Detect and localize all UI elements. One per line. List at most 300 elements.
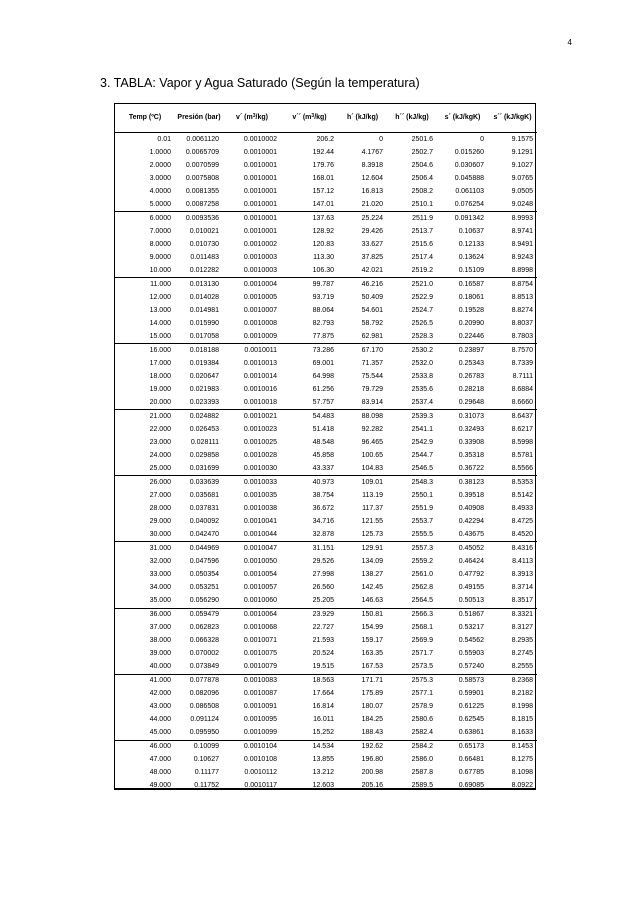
table-cell: 2555.5 xyxy=(387,528,437,542)
table-cell: 0.35318 xyxy=(458,451,484,459)
table-cell: 8.8274 xyxy=(511,306,533,314)
table-cell: 8.7339 xyxy=(511,359,533,367)
table-cell: 0.047596 xyxy=(189,558,219,565)
table-cell: 0.0010025 xyxy=(243,438,277,446)
table-row xyxy=(115,688,537,701)
table-cell: 8.9993 xyxy=(511,214,533,222)
table-cell: 8.8998 xyxy=(488,264,537,278)
table-row xyxy=(115,515,537,528)
table-cell: 2517.4 xyxy=(411,253,433,261)
table-cell: 16.814 xyxy=(312,703,334,711)
table-cell: 0.45052 xyxy=(458,544,484,552)
table-cell: 8.7570 xyxy=(511,346,533,354)
table-cell: 2522.9 xyxy=(411,293,433,301)
table-cell: 2541.1 xyxy=(411,425,433,433)
table-cell: 0.0010060 xyxy=(223,595,281,609)
table-cell: 0.037831 xyxy=(189,504,219,512)
table-cell: 2515.6 xyxy=(411,240,433,248)
column-header: Temp (ºC) xyxy=(115,104,175,133)
table-cell: 11.000 xyxy=(150,280,171,288)
table-cell: 34.716 xyxy=(312,517,334,525)
table-cell: 0.018188 xyxy=(189,346,219,354)
table-cell: 192.62 xyxy=(361,743,383,751)
table-cell: 0.0010068 xyxy=(243,624,277,632)
table-cell: 0.0010007 xyxy=(243,306,277,314)
table-cell: 154.99 xyxy=(361,624,383,632)
table-cell: 0.11752 xyxy=(194,782,219,790)
table-cell: 109.01 xyxy=(361,478,383,486)
table-cell: 9.1575 xyxy=(511,135,533,143)
table-cell: 0.044969 xyxy=(189,544,219,552)
table-cell: 28.000 xyxy=(149,504,171,512)
table-cell: 0.43675 xyxy=(437,528,488,542)
table-cell: 12.000 xyxy=(149,293,171,301)
table-row xyxy=(115,476,537,490)
table-cell: 0.0010001 xyxy=(243,214,277,222)
table-cell: 2557.3 xyxy=(411,544,433,552)
table-cell: 8.6660 xyxy=(488,396,537,410)
table-cell: 0.0081355 xyxy=(185,187,219,195)
table-cell: 192.44 xyxy=(312,148,334,156)
table-cell: 37.825 xyxy=(361,253,383,261)
table-cell: 27.998 xyxy=(312,571,334,579)
table-cell: 0.33908 xyxy=(458,438,484,446)
table-cell: 39.000 xyxy=(149,650,171,658)
table-cell: 8.3127 xyxy=(511,624,533,632)
table-cell: 77.875 xyxy=(281,330,338,344)
table-row xyxy=(115,648,537,661)
table-cell: 0.066328 xyxy=(189,637,219,645)
table-cell: 134.09 xyxy=(361,558,383,565)
table-cell: 21.593 xyxy=(312,637,334,645)
table-cell: 88.064 xyxy=(312,306,334,314)
table-cell: 19.515 xyxy=(281,661,338,675)
table-cell: 150.81 xyxy=(361,611,383,619)
table-cell: 9.1291 xyxy=(511,148,533,156)
table-cell: 6.0000 xyxy=(149,214,171,222)
table-cell: 0.010021 xyxy=(189,227,219,235)
table-cell: 0.014981 xyxy=(189,306,219,314)
table-cell: 0.014028 xyxy=(189,293,219,301)
table-cell: 0.0010003 xyxy=(223,264,281,278)
table-cell: 0.0010083 xyxy=(243,677,277,685)
table-cell: 16.011 xyxy=(313,716,334,724)
table-cell: 69.001 xyxy=(312,359,334,367)
table-cell: 71.357 xyxy=(361,359,383,367)
table-cell: 0.10637 xyxy=(458,227,484,235)
table-cell: 2569.9 xyxy=(411,637,433,645)
header-row xyxy=(115,104,537,133)
table-cell: 0.024882 xyxy=(189,412,219,420)
table-cell: 2568.1 xyxy=(411,624,433,632)
table-cell: 0.0010028 xyxy=(243,451,277,459)
table-cell: 0.11177 xyxy=(194,769,219,777)
table-cell: 0.0010079 xyxy=(223,661,281,675)
table-cell: 180.07 xyxy=(361,703,383,711)
table-cell: 168.01 xyxy=(312,174,334,182)
table-row xyxy=(115,674,537,688)
table-row xyxy=(115,225,537,238)
table-cell: 8.0922 xyxy=(511,782,533,790)
table-cell: 2508.2 xyxy=(411,187,433,195)
table-row xyxy=(115,727,537,741)
table-cell: 2582.4 xyxy=(387,727,437,741)
table-cell: 0.69085 xyxy=(458,782,484,790)
table-cell: 2504.6 xyxy=(411,161,433,169)
table-cell: 40.973 xyxy=(312,478,334,486)
table-cell: 8.4725 xyxy=(511,517,533,525)
table-cell: 0.0010016 xyxy=(243,385,277,393)
table-cell: 2564.5 xyxy=(387,595,437,609)
table-cell: 23.929 xyxy=(312,611,334,619)
table-cell: 2502.7 xyxy=(411,148,433,156)
table-cell: 0.0010021 xyxy=(243,412,277,420)
table-cell: 2542.9 xyxy=(411,438,433,446)
table-cell: 8.1998 xyxy=(511,703,533,711)
table-cell: 8.8513 xyxy=(511,293,533,301)
table-cell: 0.12133 xyxy=(458,240,484,248)
table-cell: 0.0010091 xyxy=(243,703,277,711)
table-cell: 45.858 xyxy=(312,451,334,459)
table-cell: 10.000 xyxy=(115,264,175,278)
table-cell: 0.091342 xyxy=(454,214,484,222)
table-cell: 12.604 xyxy=(361,174,383,182)
table-row xyxy=(115,330,537,344)
column-header: v´ $(m^3/kg)$ xyxy=(223,104,281,133)
table-cell: 41.000 xyxy=(149,677,171,685)
table-cell: 26.560 xyxy=(312,584,334,592)
table-cell: 8.1453 xyxy=(511,743,533,751)
table-cell: 2539.3 xyxy=(411,412,433,420)
table-cell: 0.28218 xyxy=(458,385,484,393)
table-cell: 0.045888 xyxy=(454,174,484,182)
table-cell: 0.42294 xyxy=(458,517,484,525)
table-cell: 37.000 xyxy=(149,624,171,632)
table-cell: 0.25343 xyxy=(458,359,484,367)
table-cell: 2501.6 xyxy=(411,135,433,143)
table-cell: 8.7111 xyxy=(512,372,533,380)
table-cell: 100.65 xyxy=(361,451,383,459)
table-cell: 2532.0 xyxy=(411,359,433,367)
table-cell: 36.000 xyxy=(149,611,171,619)
table-cell: 2.0000 xyxy=(149,161,171,169)
table-cell: 0.0010050 xyxy=(243,558,277,565)
table-row xyxy=(115,635,537,648)
table-cell: 0.23897 xyxy=(458,346,484,354)
table-cell: 2578.9 xyxy=(411,703,433,711)
table-cell: 167.53 xyxy=(338,661,387,675)
table-row xyxy=(115,133,537,147)
table-cell: 32.000 xyxy=(149,558,171,565)
table-cell: 0.66481 xyxy=(458,756,484,764)
table-row xyxy=(115,767,537,780)
table-cell: 8.0000 xyxy=(149,240,171,248)
table-cell: 8.8754 xyxy=(511,280,533,288)
table-cell: 0.50513 xyxy=(437,595,488,609)
table-cell: 0.0010002 xyxy=(243,240,277,248)
table-row xyxy=(115,238,537,251)
table-cell: 8.5142 xyxy=(511,491,533,499)
table-cell: 0.61225 xyxy=(458,703,484,711)
table-cell: 99.787 xyxy=(312,280,334,288)
table-cell: 7.0000 xyxy=(149,227,171,235)
table-cell: 0.012282 xyxy=(175,264,223,278)
table-cell: 20.000 xyxy=(115,396,175,410)
table-row xyxy=(115,542,537,556)
table-cell: 2575.3 xyxy=(411,677,433,685)
table-cell: 4.0000 xyxy=(149,187,171,195)
table-cell: 171.71 xyxy=(361,677,383,685)
table-cell: 188.43 xyxy=(338,727,387,741)
table-cell: 113.30 xyxy=(313,253,334,261)
table-cell: 2513.7 xyxy=(411,227,433,235)
table-row xyxy=(115,317,537,330)
table-cell: 9.0765 xyxy=(511,174,533,182)
table-row xyxy=(115,569,537,582)
table-cell: 18.563 xyxy=(312,677,334,685)
table-cell: 0.15109 xyxy=(437,264,488,278)
table-cell: 0.062823 xyxy=(189,624,219,632)
table-cell: 8.2368 xyxy=(511,677,533,685)
table-cell: 8.4933 xyxy=(511,504,533,512)
table-cell: 128.92 xyxy=(312,227,334,235)
column-header: s´ (kJ/kgK) xyxy=(437,104,488,133)
table-cell: 0.32493 xyxy=(458,425,484,433)
table-cell: 9.0248 xyxy=(488,198,537,212)
table-cell: 88.098 xyxy=(361,412,383,420)
table-cell: 2510.1 xyxy=(387,198,437,212)
table-cell: 15.000 xyxy=(115,330,175,344)
table-row xyxy=(115,582,537,595)
table-row xyxy=(115,264,537,278)
table-row xyxy=(115,528,537,542)
page-number: 4 xyxy=(567,38,572,47)
table-cell: 48.000 xyxy=(149,769,171,777)
table-cell: 0.050354 xyxy=(189,571,219,579)
table-cell: 0.20990 xyxy=(458,319,484,327)
table-cell: 0.056290 xyxy=(175,595,223,609)
table-cell: 25.205 xyxy=(281,595,338,609)
table-cell: 113.19 xyxy=(362,491,383,499)
table-cell: 0.077878 xyxy=(189,677,219,685)
table-cell: 147.01 xyxy=(281,198,338,212)
table-cell: 0.22446 xyxy=(437,330,488,344)
table-cell: 25.000 xyxy=(115,462,175,476)
table-cell: 8.6437 xyxy=(511,412,533,420)
table-cell: 2566.3 xyxy=(411,611,433,619)
table-cell: 51.418 xyxy=(312,425,334,433)
table-cell: 21.020 xyxy=(338,198,387,212)
table-cell: 0.091124 xyxy=(190,716,219,724)
table-cell: 73.286 xyxy=(312,346,334,354)
table-cell: 0.0010001 xyxy=(243,174,277,182)
table-row xyxy=(115,423,537,436)
table-cell: 0.023393 xyxy=(175,396,223,410)
table-cell: 8.1275 xyxy=(511,756,533,764)
table-cell: 75.544 xyxy=(361,372,383,380)
table-cell: 16.000 xyxy=(149,346,171,354)
table-row xyxy=(115,622,537,635)
table-cell: 0.40908 xyxy=(458,504,484,512)
table-cell: 196.80 xyxy=(361,756,383,764)
table-cell: 5.0000 xyxy=(115,198,175,212)
table-cell: 33.627 xyxy=(361,240,383,248)
table-cell: 42.000 xyxy=(149,690,171,698)
table-cell: 0.0010023 xyxy=(243,425,277,433)
table-cell: 0.015990 xyxy=(189,319,219,327)
table-cell: 2524.7 xyxy=(411,306,433,314)
table-cell: 0.019384 xyxy=(189,359,219,367)
table-cell: 2528.3 xyxy=(387,330,437,344)
table-cell: 2580.6 xyxy=(411,716,433,724)
table-cell: 0.0010033 xyxy=(243,478,277,486)
table-row xyxy=(115,701,537,714)
table-cell: 27.000 xyxy=(149,491,171,499)
table-cell: 0.54562 xyxy=(458,637,484,645)
table-cell: 0.0065709 xyxy=(185,148,219,156)
table-row xyxy=(115,595,537,609)
table-cell: 0.38123 xyxy=(458,478,484,486)
table-cell: 2562.8 xyxy=(411,584,433,592)
table-cell: 9.1027 xyxy=(511,161,533,169)
table-cell: 0 xyxy=(480,135,484,143)
table-cell: 0.13624 xyxy=(458,253,484,261)
table-cell: 0.0010001 xyxy=(243,227,277,235)
table-cell: 23.000 xyxy=(149,438,171,446)
table-cell: 22.000 xyxy=(149,425,171,433)
table-cell: 0.0010095 xyxy=(243,716,277,724)
table-cell: 3.0000 xyxy=(149,174,171,182)
table-cell: 0.035681 xyxy=(189,491,219,499)
table-cell: 0.013130 xyxy=(189,280,219,288)
table-cell: 8.3918 xyxy=(361,161,383,169)
table-row xyxy=(115,370,537,383)
table-cell: 2559.2 xyxy=(411,558,433,565)
table-cell: 30.000 xyxy=(115,528,175,542)
table-cell: 0.0061120 xyxy=(186,135,219,143)
table-cell: 0.021983 xyxy=(189,385,219,393)
table-cell: 32.878 xyxy=(281,528,338,542)
steam-table-frame xyxy=(114,103,536,790)
table-row xyxy=(115,714,537,727)
table-cell: 0.0010014 xyxy=(243,372,277,380)
table-cell: 8.1633 xyxy=(488,727,537,741)
table-header xyxy=(115,104,537,133)
table-cell: 0.0093536 xyxy=(185,214,219,222)
table-cell: 125.73 xyxy=(338,528,387,542)
table-cell: 58.792 xyxy=(361,319,383,327)
table-cell: 9.0505 xyxy=(511,187,533,195)
table-cell: 179.76 xyxy=(312,161,334,169)
table-cell: 0.086508 xyxy=(189,703,219,711)
table-cell: 0.070002 xyxy=(189,650,219,658)
table-cell: 35.000 xyxy=(115,595,175,609)
table-cell: 36.672 xyxy=(312,504,334,512)
table-cell: 0.58573 xyxy=(458,677,484,685)
table-row xyxy=(115,489,537,502)
column-header: Presión (bar) xyxy=(175,104,223,133)
table-cell: 33.000 xyxy=(149,571,171,579)
table-cell: 13.855 xyxy=(312,756,334,764)
table-cell: 12.603 xyxy=(312,782,334,790)
table-cell: 0.62545 xyxy=(458,716,484,724)
table-cell: 92.282 xyxy=(361,425,383,433)
table-cell: 46.216 xyxy=(361,280,383,288)
table-cell: 0.55903 xyxy=(458,650,484,658)
table-cell: 0.67785 xyxy=(458,769,484,777)
table-cell: 0.0010099 xyxy=(223,727,281,741)
column-header: h´´ (kJ/kg) xyxy=(387,104,437,133)
table-cell: 2519.2 xyxy=(387,264,437,278)
table-cell: 82.793 xyxy=(312,319,334,327)
table-cell: 0.0075808 xyxy=(185,174,219,182)
table-cell: 0.31073 xyxy=(458,412,484,420)
table-cell: 8.3913 xyxy=(511,571,533,579)
table-cell: 79.729 xyxy=(361,385,383,393)
table-cell: 8.4113 xyxy=(512,558,533,565)
table-cell: 121.55 xyxy=(361,517,383,525)
table-cell: 8.6884 xyxy=(511,385,533,393)
table-row xyxy=(115,410,537,424)
table-cell: 0.082096 xyxy=(189,690,219,698)
table-cell: 42.021 xyxy=(338,264,387,278)
table-cell: 8.5353 xyxy=(511,478,533,486)
table-cell: 0.0010009 xyxy=(223,330,281,344)
table-row xyxy=(115,212,537,226)
table-cell: 0.0010004 xyxy=(243,280,277,288)
table-cell: 0.47792 xyxy=(458,571,484,579)
table-cell: 0.061103 xyxy=(455,187,484,195)
table-cell: 0.0010001 xyxy=(243,148,277,156)
table-cell: 0.076254 xyxy=(437,198,488,212)
table-cell: 2573.5 xyxy=(387,661,437,675)
table-cell: 0.0010030 xyxy=(223,462,281,476)
table-cell: 15.252 xyxy=(281,727,338,741)
table-cell: 2561.0 xyxy=(411,571,433,579)
table-cell: 21.000 xyxy=(149,412,171,420)
table-row xyxy=(115,502,537,515)
table-cell: 0.059479 xyxy=(189,611,219,619)
table-row xyxy=(115,396,537,410)
table-cell: 67.170 xyxy=(361,346,383,354)
table-cell: 13.212 xyxy=(312,769,334,777)
table-cell: 8.9741 xyxy=(511,227,533,235)
table-cell: 8.4316 xyxy=(511,544,533,552)
table-cell: 0.020647 xyxy=(189,372,219,380)
table-cell: 2533.8 xyxy=(411,372,433,380)
table-cell: 2553.7 xyxy=(411,517,433,525)
table-cell: 8.1098 xyxy=(511,769,533,777)
table-row xyxy=(115,291,537,304)
table-cell: 0.26783 xyxy=(458,372,484,380)
table-cell: 146.63 xyxy=(338,595,387,609)
table-cell: 93.719 xyxy=(312,293,334,301)
table-cell: 0.18061 xyxy=(458,293,484,301)
table-row xyxy=(115,304,537,317)
table-cell: 8.2555 xyxy=(488,661,537,675)
table-row xyxy=(115,661,537,675)
table-cell: 0.040092 xyxy=(189,517,219,525)
table-cell: 0.53217 xyxy=(458,624,484,632)
table-cell: 0.0010112 xyxy=(244,769,277,777)
table-cell: 0.01 xyxy=(157,135,171,143)
table-cell: 163.35 xyxy=(361,650,383,658)
table-cell: 43.337 xyxy=(281,462,338,476)
table-cell: 0.031699 xyxy=(175,462,223,476)
table-cell: 2521.0 xyxy=(411,280,433,288)
table-cell: 8.2745 xyxy=(511,650,533,658)
table-cell: 8.6217 xyxy=(511,425,533,433)
